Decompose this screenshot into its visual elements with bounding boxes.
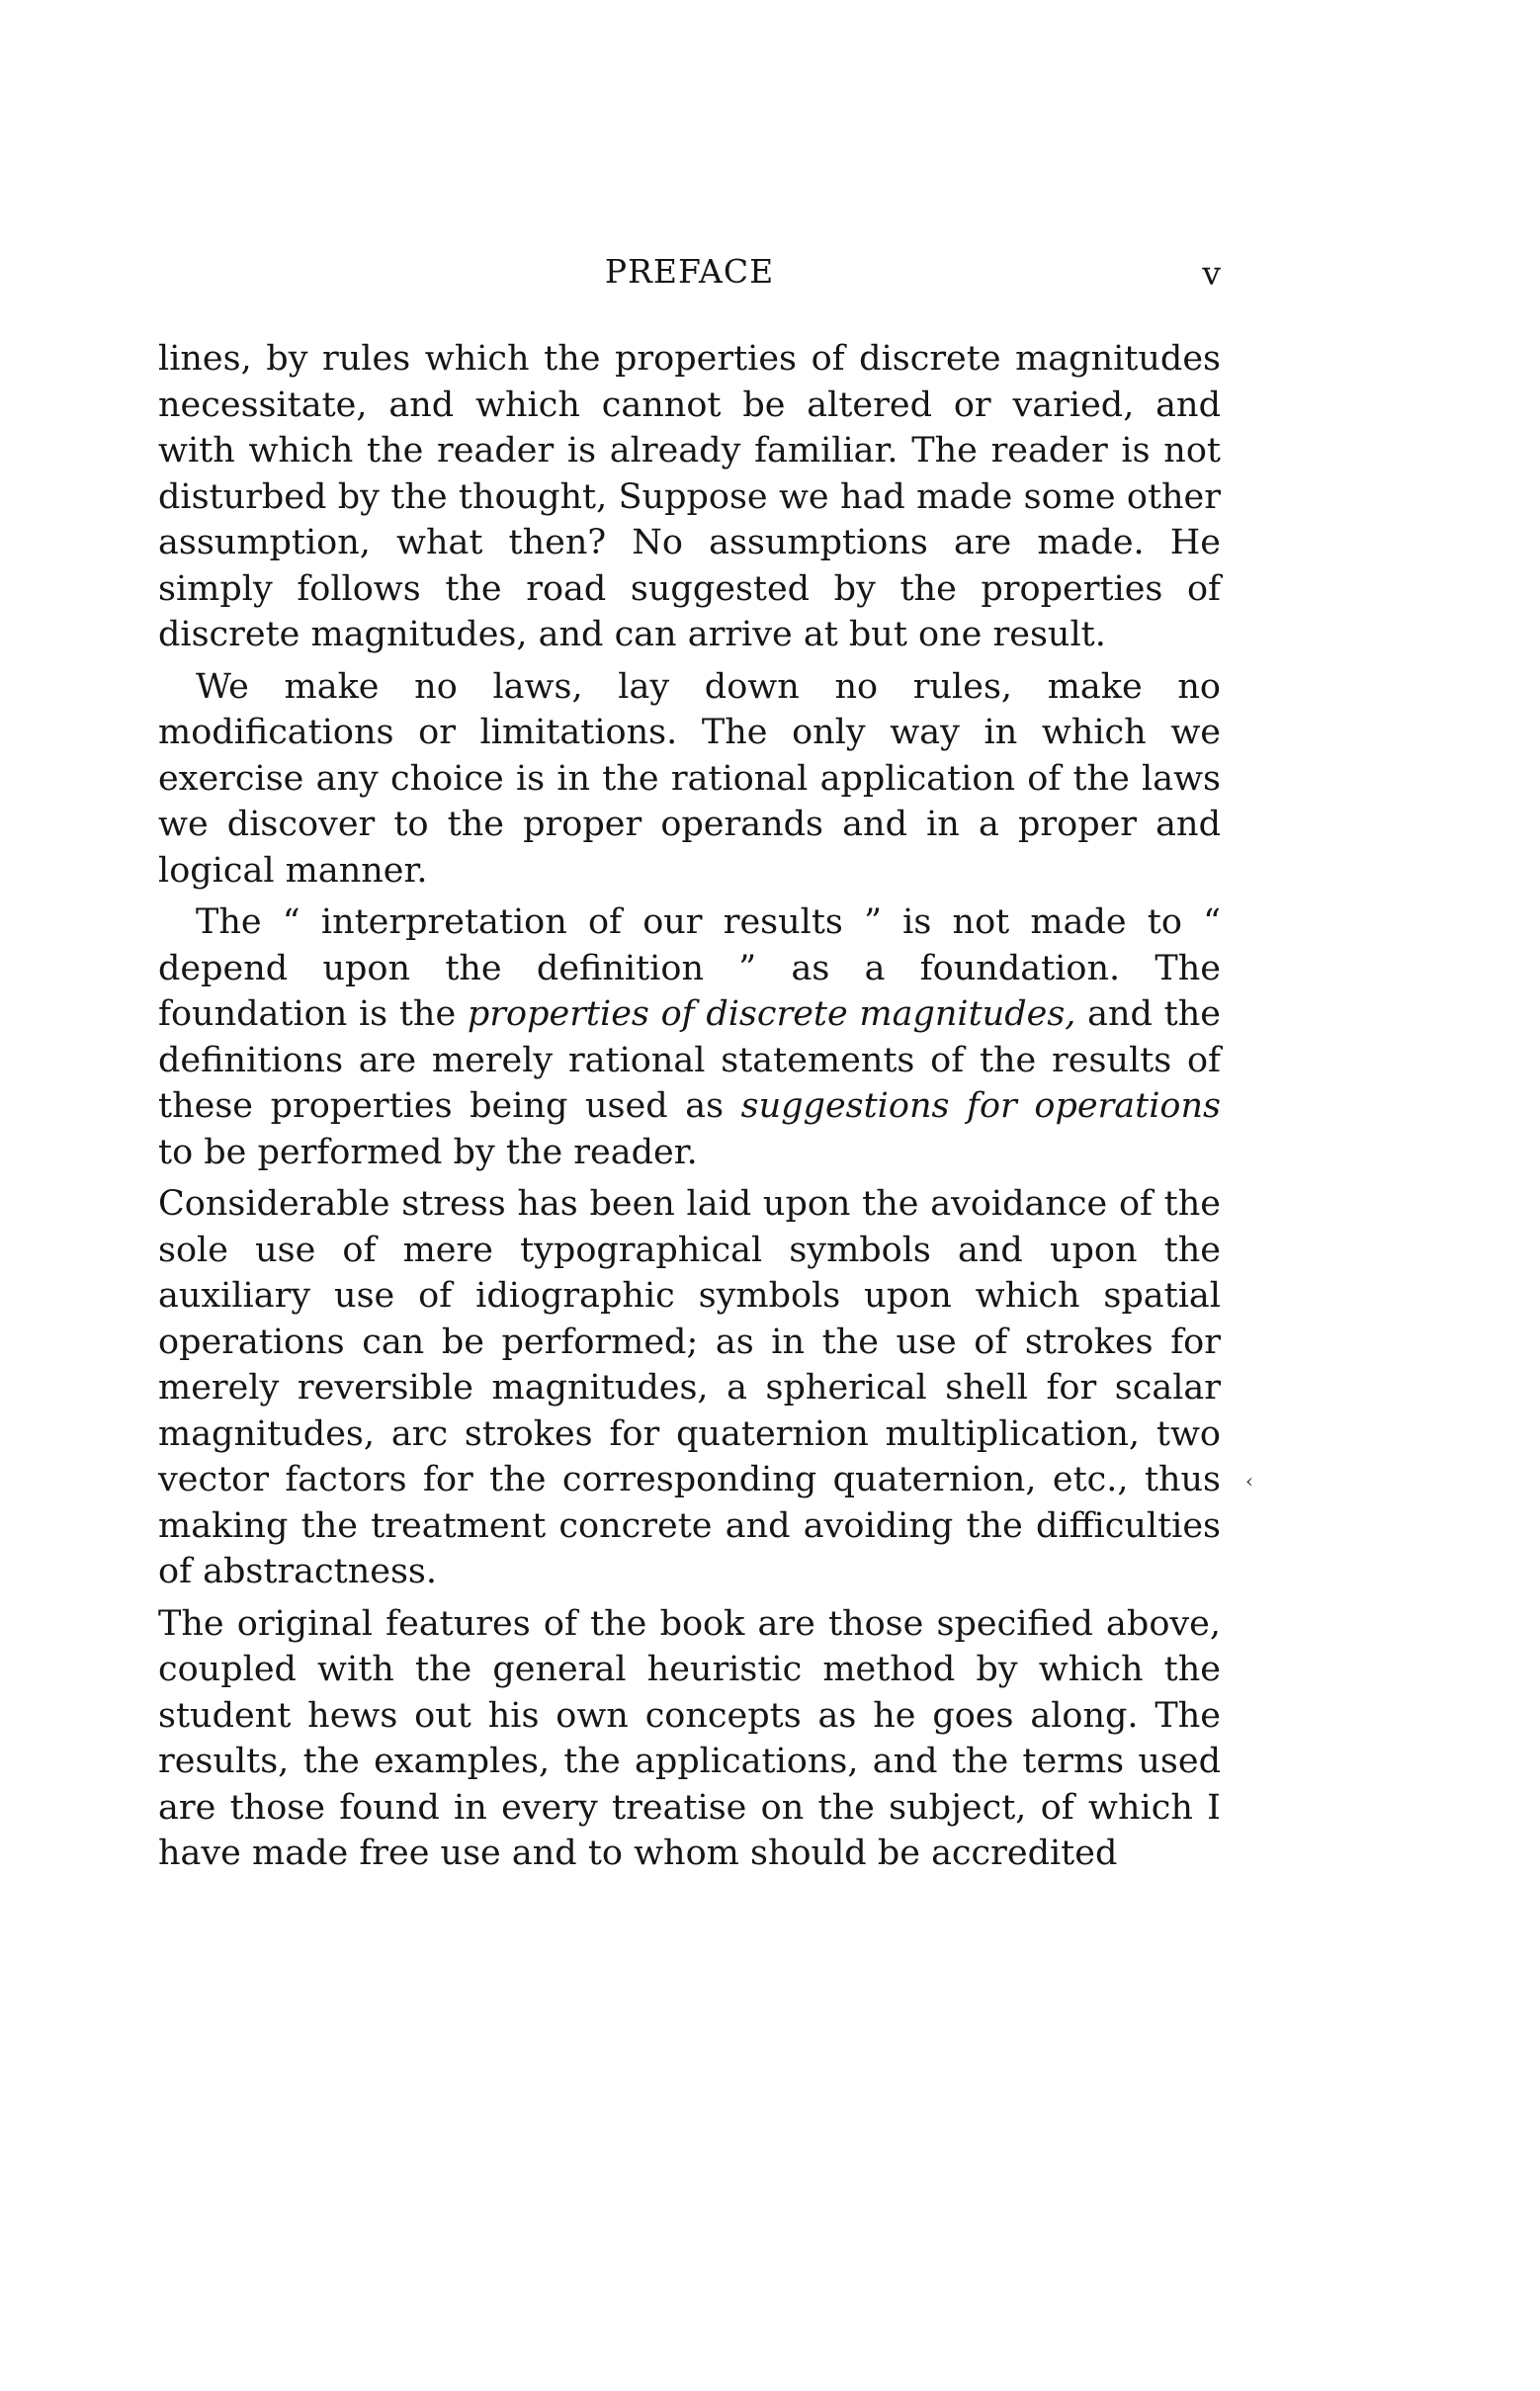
paragraph-interpretation-part-1: The “ interpretation of our results ” is not made to “ depend upon the definition ” as a foundation. The foundation is the	[158, 902, 1221, 1034]
running-head	[158, 252, 1221, 292]
body-text	[158, 336, 1221, 1883]
paragraph-interpretation-part-2: and the definitions are merely rational statements of the results of these properties being used as	[158, 994, 1221, 1126]
paragraph-interpretation	[158, 899, 1221, 1175]
emphasis-suggestions: suggestions for operations	[740, 1086, 1221, 1126]
page-number: v	[1202, 254, 1221, 293]
running-title: PREFACE	[604, 252, 775, 291]
paragraph-continued: lines, by rules which the properties of discrete magnitudes necessitate, and which cannot be altered or varied, and with which the reader is already familiar. The reader is not disturbed by the thought, Suppose we had made some other assumption, what then? No assumptions are made. He simply follows the road suggested by the properties of discrete magnitudes, and can arrive at but one result.	[158, 339, 1221, 654]
paragraph-no-laws: We make no laws, lay down no rules, make no modifications or limitations. The only way in which we exercise any choice is in the rational application of the laws we discover to the proper operands and in a proper and logical manner.	[158, 666, 1221, 891]
paragraph-interpretation-part-3: to be performed by the reader.	[158, 1132, 698, 1172]
margin-mark: ‹	[1245, 1469, 1253, 1493]
paragraph-original-features: The original features of the book are those specified above, coupled with the general heuristic method by which the student hews out his own concepts as he goes along. The results, the examples, the applications, and the terms used are those found in every treatise on the subject, of which I have made free use and to whom should be accredited	[158, 1603, 1221, 1873]
emphasis-properties: properties of discrete magnitudes,	[467, 994, 1076, 1034]
paragraph-symbols: Considerable stress has been laid upon the avoidance of the sole use of mere typographical symbols and upon the auxiliary use of idiographic symbols upon which spatial operations can be performed; as in the use of strokes for merely reversible magnitudes, a spherical shell for scalar magnitudes, arc strokes for quaternion multiplication, two vector factors for the corresponding quaternion, etc., thus making the treatment concrete and avoiding the difficulties of abstractness.	[158, 1184, 1221, 1591]
